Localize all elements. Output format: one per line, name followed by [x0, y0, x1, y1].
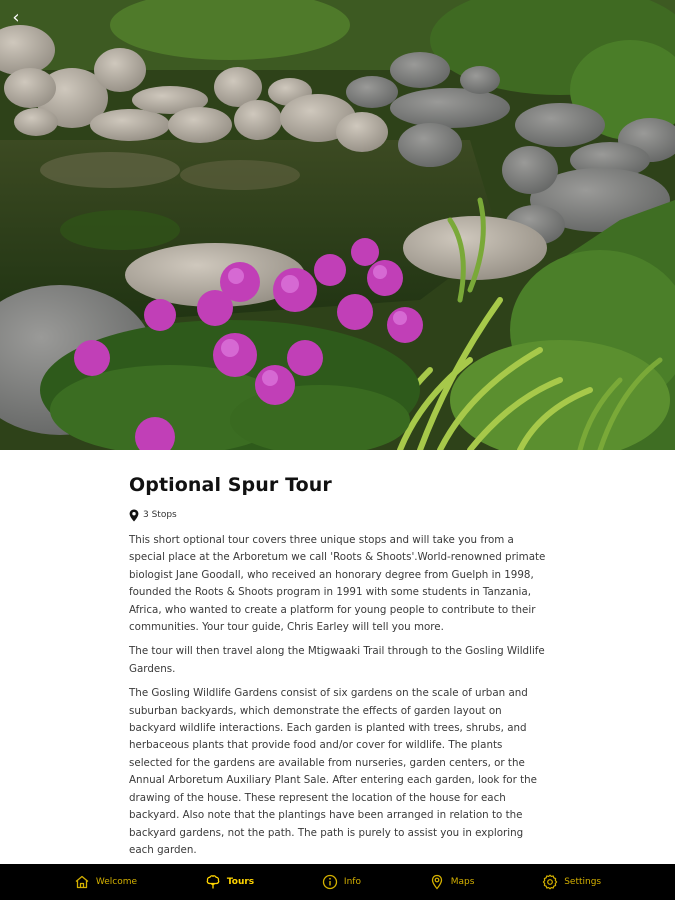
nav-item-tours[interactable] — [199, 864, 260, 900]
description-paragraph: The Gosling Wildlife Gardens consist of six gardens on the scale of urban and suburban backyards, which demonstrate the effects of garden layout on backyard wildlife interactions. Each garden is planted with trees, shrubs, and herbaceous plants that provide food and/or cover for wildlife. The plants selected for the gardens are available from nurseries, garden centers, or the Annual Arboretum Auxiliary Plant Sale. After entering each garden, look for the drawing of the house. These represent the location of the house for each backyard. Also note that the plantings have been arranged in relation to the backyard gardens, not the path. The path is purely to assist you in exploring each garden. — [129, 687, 537, 856]
nav-label: Info — [343, 877, 361, 887]
chevron-left-icon: ‹ — [12, 7, 20, 28]
nav-item-welcome[interactable] — [68, 864, 143, 900]
bottom-nav — [0, 864, 675, 900]
description-paragraph: This short optional tour covers three unique stops and will take you from a special place at the Arboretum we call 'Roots & Shoots'.World-renowned primate biologist Jane Goodall, who received an honorary degree from Guelph in 1998, founded the Roots & Shoots program in 1991 with some students in Tanzania, Africa, who wanted to create a platform for young people to contribute to their communities. Your tour guide, Chris Earley will tell you more. — [129, 534, 546, 634]
tree-icon — [205, 874, 221, 890]
nav-label: Settings — [564, 877, 602, 887]
nav-item-settings[interactable] — [536, 864, 607, 900]
nav-label: Maps — [450, 877, 475, 887]
stops-count — [129, 508, 549, 522]
tour-detail — [0, 450, 675, 864]
map-pin-icon — [129, 509, 139, 522]
description-paragraph: The tour will then travel along the Mtigwaaki Trail through to the Gosling Wildlife Gardens. — [129, 645, 545, 675]
map-pin-icon — [429, 874, 445, 890]
back-button[interactable] — [4, 6, 28, 30]
nav-item-maps[interactable] — [423, 864, 481, 900]
tour-description — [129, 532, 549, 859]
nav-label: Tours — [226, 877, 255, 887]
gear-icon — [542, 874, 558, 890]
page-title: Optional Spur Tour — [129, 474, 332, 496]
stops-label: 3 Stops — [143, 510, 177, 520]
info-icon — [322, 874, 338, 890]
tour-detail-body — [129, 474, 549, 864]
nav-item-info[interactable] — [316, 864, 367, 900]
nav-label: Welcome — [95, 877, 138, 887]
home-icon — [74, 874, 90, 890]
